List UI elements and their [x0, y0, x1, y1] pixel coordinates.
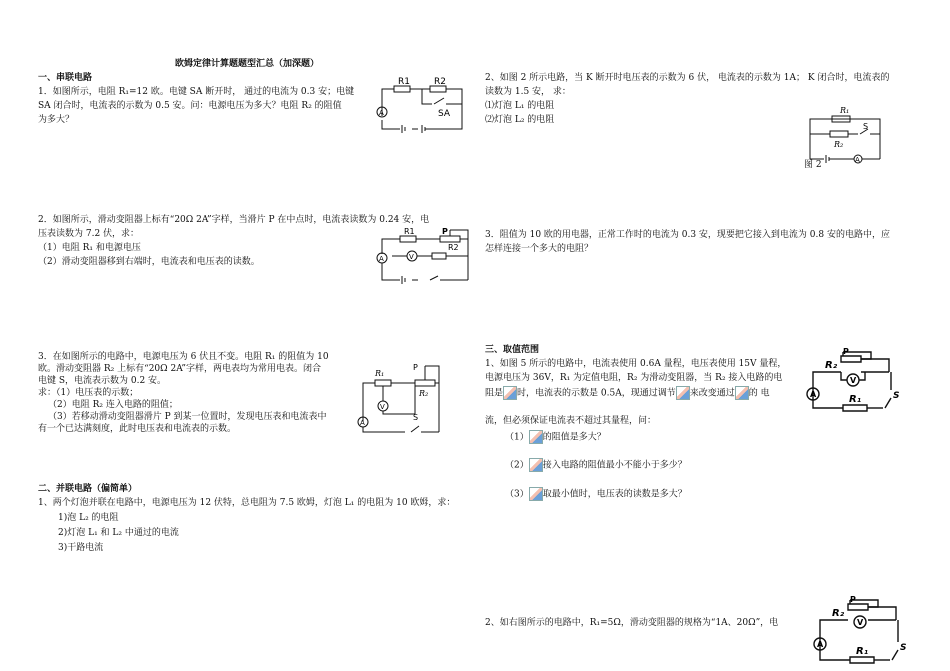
label-P: P — [442, 227, 448, 236]
label-P: P — [850, 595, 856, 604]
ammeter-label: A — [379, 255, 384, 263]
q3-line1: 3．在如图所示的电路中，电源电压为 6 伏且不变。电阻 R₁ 的阻值为 10 — [38, 352, 329, 362]
q3-line7: 有一个已达满刻度，此时电压表和电流表的示数。 — [38, 424, 237, 434]
section-heading-series: 一、串联电路 — [38, 73, 93, 83]
s3q1-line2: 电源电压为 36V，R₁ 为定值电阻，R₂ 为滑动变阻器，当 R₂ 接入电路的电 — [485, 373, 783, 383]
r2-line1: 2、如图 2 所示电路，当 K 断开时电压表的示数为 6 伏， 电流表的示数为 1A； K 闭合时，电流表的 — [485, 73, 890, 83]
page-title: 欧姆定律计算题题型汇总（加深题） — [175, 59, 320, 69]
label-S: S — [900, 643, 907, 653]
voltmeter-label: V — [409, 253, 414, 261]
label-R1: R₁ — [849, 394, 862, 405]
label-R2: R₂ — [834, 140, 844, 149]
circuit-diagram-fig5 — [803, 347, 903, 416]
label-R2: R₂ — [419, 389, 429, 398]
circuit-diagram-2 — [372, 226, 472, 286]
s3q2-line1: 2、如右图所示的电路中，R₁=5Ω，滑动变阻器的规格为“1A、20Ω”，电 — [485, 618, 779, 628]
missing-image-icon — [529, 458, 543, 472]
s3q1-line1: 1、如图 5 所示的电路中，电流表使用 0.6A 量程，电压表使用 15V 量程， — [485, 359, 787, 369]
ammeter-label: A — [360, 419, 365, 427]
s3q1-sub2: （2） 接入电路的阻值最小不能小于多少？ — [505, 458, 687, 473]
label-R1: R1 — [398, 77, 410, 87]
label-P: P — [843, 347, 849, 356]
r3-line1: 3．阻值为 10 欧的用电器，正常工作时的电流为 0.3 安，现要把它接入到电流为 0.8 安的电路中，应 — [485, 230, 890, 240]
circuit-diagram-q2 — [810, 595, 910, 668]
q2-line1: 2．如图所示，滑动变阻器上标有“20Ω 2A”字样，当滑片 P 在中点时，电流表读数为 0.24 安，电 — [38, 215, 430, 225]
q3-line3: 电键 S，电流表示数为 0.2 安。 — [38, 376, 167, 386]
r2-line4: ⑵灯泡 L₂ 的电阻 — [485, 115, 555, 125]
label-R1: R1 — [404, 227, 415, 236]
q3-line4: 求：（1）电压表的示数； — [38, 388, 139, 398]
missing-image-icon — [503, 386, 517, 400]
label-R2: R₂ — [832, 608, 845, 619]
ammeter-label: A — [379, 109, 384, 117]
q3-line5: （2）电阻 R₂ 连入电路的阻值； — [48, 400, 178, 410]
p1-line3: 2)灯泡 L₁ 和 L₂ 中通过的电流 — [58, 528, 179, 538]
section-heading-range: 三、取值范围 — [485, 345, 540, 355]
label-P: P — [413, 363, 418, 372]
r2-line3: ⑴灯泡 L₁ 的电阻 — [485, 101, 555, 111]
p1-line2: 1)泡 L₂ 的电阻 — [58, 513, 119, 523]
q1-line1: 1．如图所示，电阻 R₁=12 欧。电键 SA 断开时， 通过的电流为 0.3 安；电键 — [38, 87, 355, 97]
missing-image-icon — [735, 386, 749, 400]
ammeter-label: A — [810, 390, 817, 399]
missing-image-icon — [529, 487, 543, 501]
figure-caption: 图 2 — [804, 160, 822, 170]
s3q1-sub3: （3） 取最小值时，电压表的读数是多大？ — [505, 487, 687, 502]
missing-image-icon — [529, 430, 543, 444]
q3-line2: 欧。滑动变阻器 R₂ 上标有“20Ω 2A”字样，两电表均为常用电表。闭合 — [38, 364, 321, 374]
label-R1: R₁ — [375, 369, 385, 378]
q2-line3: （1）电阻 R₁ 和电源电压 — [38, 243, 141, 253]
missing-image-icon — [676, 386, 690, 400]
voltmeter-label: V — [850, 376, 857, 385]
label-S: S — [863, 122, 869, 131]
q1-line2: SA 闭合时，电流表的示数为 0.5 安。问：电源电压为多大？电阻 R₂ 的阻值 — [38, 101, 342, 111]
label-S: S — [413, 413, 419, 422]
r3-line2: 怎样连接一个多大的电阻？ — [485, 244, 594, 254]
voltmeter-label: V — [857, 618, 864, 627]
s3q1-line3: 阻是 时，电流表的示数是 0.5A，现通过调节 来改变通过 的 电 — [485, 386, 770, 401]
q2-line2: 压表读数为 7.2 伏，求： — [38, 229, 140, 239]
ammeter-label: A — [855, 156, 860, 164]
label-R2: R2 — [434, 77, 446, 87]
label-R1: R₁ — [856, 646, 869, 657]
q1-line3: 为多大？ — [38, 115, 75, 125]
ammeter-label: A — [817, 640, 824, 649]
p1-line4: 3)干路电流 — [58, 543, 104, 553]
s3q1-line4: 流，但必须保证电流表不超过其量程，问： — [485, 416, 657, 426]
s3q1-sub1: （1） 的阻值是多大？ — [505, 430, 606, 445]
voltmeter-label: V — [380, 403, 385, 411]
label-S: S — [893, 391, 900, 401]
section-heading-parallel: 二、并联电路（偏简单） — [38, 484, 138, 494]
circuit-diagram-3 — [355, 362, 440, 437]
q2-line4: （2）滑动变阻器移到右端时，电流表和电压表的读数。 — [38, 257, 260, 267]
label-R2: R₂ — [825, 360, 838, 371]
label-R2: R2 — [448, 243, 459, 252]
p1-line1: 1、两个灯泡并联在电路中，电源电压为 12 伏特，总电阻为 7.5 欧姆，灯泡 L₁ 的电阻为 10 欧姆，求： — [38, 498, 456, 508]
label-SA: SA — [438, 109, 451, 119]
r2-line2: 读数为 1.5 安， 求： — [485, 87, 571, 97]
label-R1: R₁ — [840, 106, 850, 115]
circuit-diagram-1 — [372, 76, 472, 136]
q3-line6: （3）若移动滑动变阻器滑片 P 到某一位置时，发现电压表和电流表中 — [48, 412, 327, 422]
